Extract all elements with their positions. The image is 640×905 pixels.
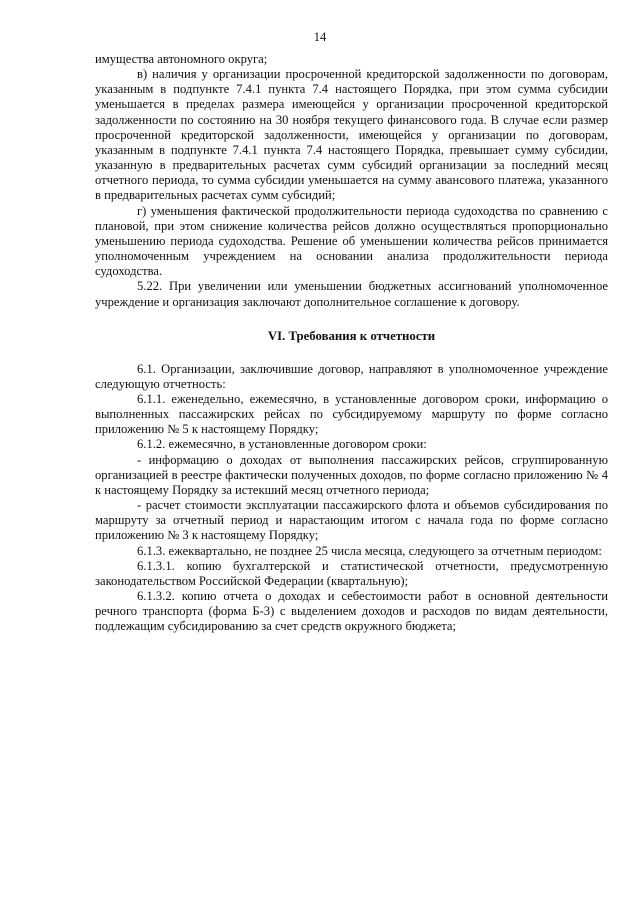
paragraph-item-v: в) наличия у организации просроченной кредиторской задолженности по договорам, указанным в подпункте 7.4.1 пункта 7.4 настоящего Порядка, при этом сумма субсидии уменьшается в пределах размера имеющейся у организации просроченной кредиторской задолженности по состоянию на 30 ноября текущего финансового года. В случае если размер просроченной кредиторской задолженности, имеющейся у организации по договорам, указанным в подпункте 7.4.1 пункта 7.4 настоящего Порядка, превышает сумму субсидии, указанную в предварительных расчетах сумм субсидий организации за последний месяц отчетного периода, то сумма субсидии уменьшается на сумму авансового платежа, указанного в предварительных расчетах сумм субсидий; — [95, 67, 608, 203]
paragraph-6-1: 6.1. Организации, заключившие договор, направляют в уполномоченное учреждение следующую отчетность: — [95, 361, 608, 391]
paragraph-6-1-3-2: 6.1.3.2. копию отчета о доходах и себестоимости работ в основной деятельности речного транспорта (форма Б-3) с выделением доходов и расходов по видам деятельности, подлежащим субсидированию за счет средств окружного бюджета; — [95, 589, 608, 634]
page-number: 14 — [313, 30, 327, 44]
paragraph-5-22: 5.22. При увеличении или уменьшении бюджетных ассигнований уполномоченное учреждение и организация заключают дополнительное соглашение к договору. — [95, 279, 608, 309]
paragraph-6-1-2: 6.1.2. ежемесячно, в установленные договором сроки: — [137, 437, 427, 452]
paragraph-6-1-2-cost: - расчет стоимости эксплуатации пассажирского флота и объемов субсидирования по маршруту за отчетный период и нарастающим итогом с начала года по форме согласно приложению № 3 к настоящему Порядку; — [95, 498, 608, 543]
paragraph-item-g: г) уменьшения фактической продолжительности периода судоходства по сравнению с плановой, при этом снижение количества рейсов должно осуществляться пропорционально уменьшению периода судоходства. Решение об уменьшении количества рейсов принимается уполномоченным учреждением на основании анализа продолжительности периода судоходства. — [95, 203, 608, 279]
paragraph-6-1-1: 6.1.1. еженедельно, ежемесячно, в установленные договором сроки, информацию о выполненных пассажирских рейсах по субсидируемому маршруту по форме согласно приложению № 5 к настоящему Порядку; — [95, 391, 608, 437]
section-heading: VI. Требования к отчетности — [267, 328, 436, 343]
paragraph-continuation: имущества автономного округа; — [95, 52, 268, 66]
paragraph-6-1-3: 6.1.3. ежеквартально, не позднее 25 числа месяца, следующего за отчетным периодом: — [137, 543, 602, 558]
paragraph-6-1-3-1: 6.1.3.1. копию бухгалтерской и статистической отчетности, предусмотренную законодательством Российской Федерации (квартальную); — [95, 558, 608, 588]
paragraph-6-1-2-income: - информацию о доходах от выполнения пассажирских рейсов, сгруппированную организацией в реестре фактически полученных доходов, по форме согласно приложению № 4 к настоящему Порядку за истекший месяц отчетного периода; — [95, 452, 608, 497]
document-body — [95, 52, 608, 634]
